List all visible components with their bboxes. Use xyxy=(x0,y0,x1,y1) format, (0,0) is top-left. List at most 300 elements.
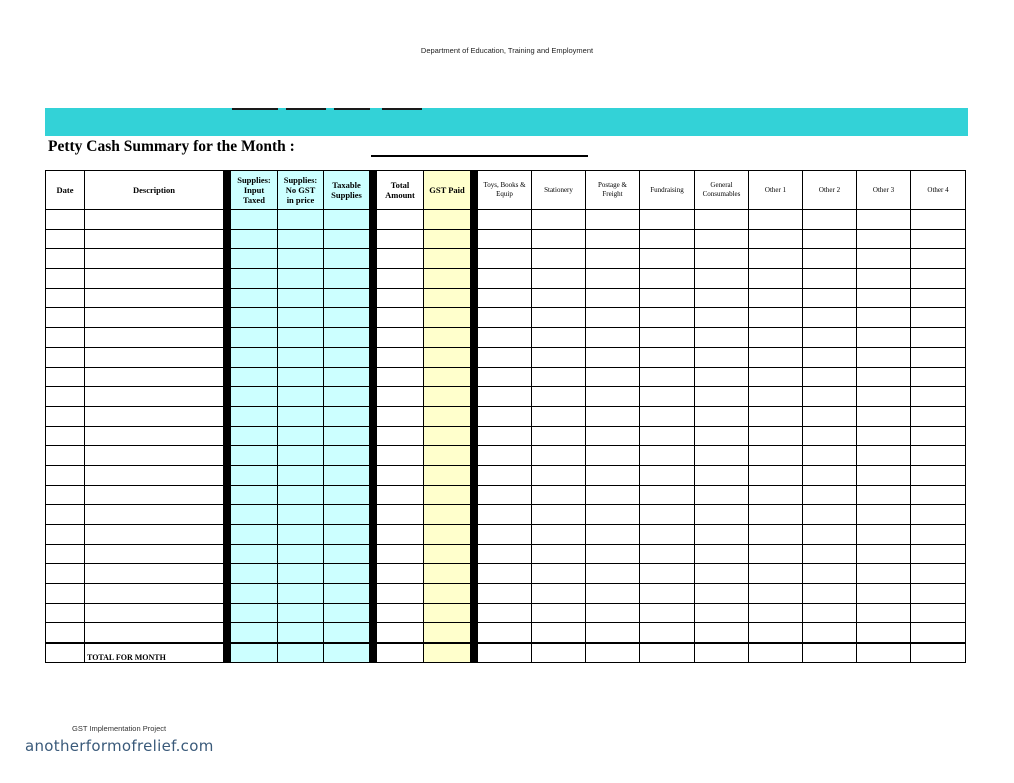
entry-cell[interactable] xyxy=(377,347,424,367)
entry-cell[interactable] xyxy=(695,308,749,328)
entry-cell[interactable] xyxy=(424,465,471,485)
entry-cell[interactable] xyxy=(85,367,224,387)
entry-cell[interactable] xyxy=(478,249,532,269)
entry-cell[interactable] xyxy=(278,564,324,584)
entry-cell[interactable] xyxy=(586,210,640,230)
entry-cell[interactable] xyxy=(231,210,278,230)
entry-cell[interactable] xyxy=(803,229,857,249)
entry-cell[interactable] xyxy=(640,505,695,525)
entry-cell[interactable] xyxy=(857,249,911,269)
entry-cell[interactable] xyxy=(532,544,586,564)
entry-cell[interactable] xyxy=(695,249,749,269)
entry-cell[interactable] xyxy=(640,564,695,584)
entry-cell[interactable] xyxy=(803,308,857,328)
entry-cell[interactable] xyxy=(278,269,324,289)
entry-cell[interactable] xyxy=(478,210,532,230)
entry-cell[interactable] xyxy=(324,485,370,505)
entry-cell[interactable] xyxy=(803,387,857,407)
entry-cell[interactable] xyxy=(749,485,803,505)
entry-cell[interactable] xyxy=(424,485,471,505)
entry-cell[interactable] xyxy=(911,426,966,446)
entry-cell[interactable] xyxy=(478,544,532,564)
entry-cell[interactable] xyxy=(46,426,85,446)
entry-cell[interactable] xyxy=(231,485,278,505)
entry-cell[interactable] xyxy=(377,269,424,289)
entry-cell[interactable] xyxy=(85,564,224,584)
entry-cell[interactable] xyxy=(857,367,911,387)
entry-cell[interactable] xyxy=(424,269,471,289)
entry-cell[interactable] xyxy=(749,387,803,407)
entry-cell[interactable] xyxy=(586,603,640,623)
entry-cell[interactable] xyxy=(324,269,370,289)
entry-cell[interactable] xyxy=(478,269,532,289)
entry-cell[interactable] xyxy=(424,564,471,584)
entry-cell[interactable] xyxy=(46,210,85,230)
entry-cell[interactable] xyxy=(324,328,370,348)
entry-cell[interactable] xyxy=(532,288,586,308)
entry-cell[interactable] xyxy=(857,347,911,367)
entry-cell[interactable] xyxy=(640,446,695,466)
entry-cell[interactable] xyxy=(324,564,370,584)
entry-cell[interactable] xyxy=(424,584,471,604)
entry-cell[interactable] xyxy=(46,564,85,584)
entry-cell[interactable] xyxy=(803,465,857,485)
entry-cell[interactable] xyxy=(857,505,911,525)
entry-cell[interactable] xyxy=(231,308,278,328)
entry-cell[interactable] xyxy=(377,387,424,407)
entry-cell[interactable] xyxy=(586,308,640,328)
entry-cell[interactable] xyxy=(532,525,586,545)
entry-cell[interactable] xyxy=(532,210,586,230)
entry-cell[interactable] xyxy=(231,465,278,485)
entry-cell[interactable] xyxy=(85,465,224,485)
total-cell[interactable] xyxy=(278,643,324,663)
entry-cell[interactable] xyxy=(911,446,966,466)
entry-cell[interactable] xyxy=(377,623,424,643)
entry-cell[interactable] xyxy=(377,367,424,387)
total-cell[interactable] xyxy=(324,643,370,663)
entry-cell[interactable] xyxy=(749,446,803,466)
entry-cell[interactable] xyxy=(857,584,911,604)
entry-cell[interactable] xyxy=(85,584,224,604)
entry-cell[interactable] xyxy=(803,269,857,289)
entry-cell[interactable] xyxy=(424,249,471,269)
entry-cell[interactable] xyxy=(278,308,324,328)
entry-cell[interactable] xyxy=(377,308,424,328)
entry-cell[interactable] xyxy=(911,525,966,545)
entry-cell[interactable] xyxy=(231,525,278,545)
entry-cell[interactable] xyxy=(46,406,85,426)
entry-cell[interactable] xyxy=(478,347,532,367)
entry-cell[interactable] xyxy=(424,367,471,387)
entry-cell[interactable] xyxy=(695,525,749,545)
entry-cell[interactable] xyxy=(749,347,803,367)
entry-cell[interactable] xyxy=(749,328,803,348)
entry-cell[interactable] xyxy=(478,229,532,249)
entry-cell[interactable] xyxy=(424,623,471,643)
entry-cell[interactable] xyxy=(586,544,640,564)
entry-cell[interactable] xyxy=(532,249,586,269)
entry-cell[interactable] xyxy=(231,406,278,426)
entry-cell[interactable] xyxy=(231,426,278,446)
entry-cell[interactable] xyxy=(278,446,324,466)
entry-cell[interactable] xyxy=(640,249,695,269)
entry-cell[interactable] xyxy=(586,288,640,308)
entry-cell[interactable] xyxy=(532,367,586,387)
entry-cell[interactable] xyxy=(278,249,324,269)
entry-cell[interactable] xyxy=(278,584,324,604)
entry-cell[interactable] xyxy=(803,210,857,230)
total-cell[interactable] xyxy=(857,643,911,663)
entry-cell[interactable] xyxy=(640,584,695,604)
entry-cell[interactable] xyxy=(640,308,695,328)
entry-cell[interactable] xyxy=(586,564,640,584)
entry-cell[interactable] xyxy=(911,229,966,249)
entry-cell[interactable] xyxy=(911,603,966,623)
entry-cell[interactable] xyxy=(532,485,586,505)
entry-cell[interactable] xyxy=(278,525,324,545)
total-cell[interactable] xyxy=(424,643,471,663)
entry-cell[interactable] xyxy=(46,347,85,367)
entry-cell[interactable] xyxy=(478,505,532,525)
entry-cell[interactable] xyxy=(911,485,966,505)
entry-cell[interactable] xyxy=(85,288,224,308)
entry-cell[interactable] xyxy=(46,229,85,249)
entry-cell[interactable] xyxy=(586,525,640,545)
entry-cell[interactable] xyxy=(424,347,471,367)
entry-cell[interactable] xyxy=(532,347,586,367)
entry-cell[interactable] xyxy=(803,426,857,446)
entry-cell[interactable] xyxy=(377,288,424,308)
entry-cell[interactable] xyxy=(377,564,424,584)
entry-cell[interactable] xyxy=(803,328,857,348)
entry-cell[interactable] xyxy=(231,328,278,348)
entry-cell[interactable] xyxy=(478,406,532,426)
entry-cell[interactable] xyxy=(586,584,640,604)
entry-cell[interactable] xyxy=(231,249,278,269)
entry-cell[interactable] xyxy=(46,269,85,289)
entry-cell[interactable] xyxy=(695,367,749,387)
entry-cell[interactable] xyxy=(749,525,803,545)
entry-cell[interactable] xyxy=(324,347,370,367)
total-cell[interactable] xyxy=(231,643,278,663)
entry-cell[interactable] xyxy=(85,525,224,545)
entry-cell[interactable] xyxy=(278,367,324,387)
entry-cell[interactable] xyxy=(85,544,224,564)
total-cell[interactable] xyxy=(695,643,749,663)
entry-cell[interactable] xyxy=(749,249,803,269)
entry-cell[interactable] xyxy=(857,446,911,466)
entry-cell[interactable] xyxy=(911,367,966,387)
entry-cell[interactable] xyxy=(695,564,749,584)
entry-cell[interactable] xyxy=(424,446,471,466)
entry-cell[interactable] xyxy=(478,485,532,505)
entry-cell[interactable] xyxy=(695,347,749,367)
entry-cell[interactable] xyxy=(695,485,749,505)
entry-cell[interactable] xyxy=(324,249,370,269)
entry-cell[interactable] xyxy=(278,210,324,230)
total-cell[interactable] xyxy=(532,643,586,663)
entry-cell[interactable] xyxy=(749,269,803,289)
entry-cell[interactable] xyxy=(749,406,803,426)
entry-cell[interactable] xyxy=(857,269,911,289)
entry-cell[interactable] xyxy=(803,406,857,426)
entry-cell[interactable] xyxy=(324,623,370,643)
entry-cell[interactable] xyxy=(278,544,324,564)
entry-cell[interactable] xyxy=(46,249,85,269)
entry-cell[interactable] xyxy=(377,465,424,485)
entry-cell[interactable] xyxy=(803,544,857,564)
entry-cell[interactable] xyxy=(85,269,224,289)
entry-cell[interactable] xyxy=(695,505,749,525)
entry-cell[interactable] xyxy=(324,505,370,525)
entry-cell[interactable] xyxy=(85,210,224,230)
entry-cell[interactable] xyxy=(324,446,370,466)
entry-cell[interactable] xyxy=(911,249,966,269)
entry-cell[interactable] xyxy=(377,544,424,564)
entry-cell[interactable] xyxy=(424,288,471,308)
entry-cell[interactable] xyxy=(46,603,85,623)
entry-cell[interactable] xyxy=(532,229,586,249)
total-cell[interactable] xyxy=(803,643,857,663)
entry-cell[interactable] xyxy=(532,387,586,407)
entry-cell[interactable] xyxy=(695,446,749,466)
entry-cell[interactable] xyxy=(695,406,749,426)
entry-cell[interactable] xyxy=(424,210,471,230)
entry-cell[interactable] xyxy=(857,387,911,407)
entry-cell[interactable] xyxy=(377,426,424,446)
entry-cell[interactable] xyxy=(424,525,471,545)
entry-cell[interactable] xyxy=(46,485,85,505)
entry-cell[interactable] xyxy=(85,328,224,348)
entry-cell[interactable] xyxy=(911,387,966,407)
entry-cell[interactable] xyxy=(749,623,803,643)
total-cell[interactable] xyxy=(478,643,532,663)
entry-cell[interactable] xyxy=(857,544,911,564)
entry-cell[interactable] xyxy=(911,584,966,604)
total-cell[interactable] xyxy=(640,643,695,663)
entry-cell[interactable] xyxy=(85,249,224,269)
entry-cell[interactable] xyxy=(695,465,749,485)
entry-cell[interactable] xyxy=(911,210,966,230)
entry-cell[interactable] xyxy=(85,426,224,446)
entry-cell[interactable] xyxy=(803,288,857,308)
entry-cell[interactable] xyxy=(586,269,640,289)
entry-cell[interactable] xyxy=(749,367,803,387)
entry-cell[interactable] xyxy=(46,308,85,328)
entry-cell[interactable] xyxy=(478,328,532,348)
entry-cell[interactable] xyxy=(640,229,695,249)
entry-cell[interactable] xyxy=(377,328,424,348)
entry-cell[interactable] xyxy=(231,623,278,643)
entry-cell[interactable] xyxy=(586,328,640,348)
entry-cell[interactable] xyxy=(695,623,749,643)
entry-cell[interactable] xyxy=(231,347,278,367)
entry-cell[interactable] xyxy=(857,210,911,230)
entry-cell[interactable] xyxy=(278,603,324,623)
entry-cell[interactable] xyxy=(911,544,966,564)
entry-cell[interactable] xyxy=(85,347,224,367)
entry-cell[interactable] xyxy=(377,584,424,604)
entry-cell[interactable] xyxy=(478,308,532,328)
entry-cell[interactable] xyxy=(324,406,370,426)
entry-cell[interactable] xyxy=(478,367,532,387)
entry-cell[interactable] xyxy=(324,544,370,564)
entry-cell[interactable] xyxy=(478,623,532,643)
entry-cell[interactable] xyxy=(532,603,586,623)
entry-cell[interactable] xyxy=(231,564,278,584)
entry-cell[interactable] xyxy=(231,505,278,525)
total-cell[interactable] xyxy=(377,643,424,663)
entry-cell[interactable] xyxy=(85,387,224,407)
entry-cell[interactable] xyxy=(377,603,424,623)
entry-cell[interactable] xyxy=(46,465,85,485)
entry-cell[interactable] xyxy=(85,485,224,505)
entry-cell[interactable] xyxy=(911,623,966,643)
entry-cell[interactable] xyxy=(640,328,695,348)
entry-cell[interactable] xyxy=(424,308,471,328)
entry-cell[interactable] xyxy=(46,446,85,466)
total-cell[interactable] xyxy=(911,643,966,663)
total-date-cell[interactable] xyxy=(46,643,85,663)
entry-cell[interactable] xyxy=(532,308,586,328)
total-cell[interactable] xyxy=(586,643,640,663)
entry-cell[interactable] xyxy=(278,288,324,308)
entry-cell[interactable] xyxy=(46,544,85,564)
entry-cell[interactable] xyxy=(911,505,966,525)
entry-cell[interactable] xyxy=(278,426,324,446)
entry-cell[interactable] xyxy=(586,426,640,446)
entry-cell[interactable] xyxy=(377,446,424,466)
entry-cell[interactable] xyxy=(532,564,586,584)
total-cell[interactable] xyxy=(749,643,803,663)
entry-cell[interactable] xyxy=(803,505,857,525)
entry-cell[interactable] xyxy=(749,584,803,604)
entry-cell[interactable] xyxy=(46,505,85,525)
entry-cell[interactable] xyxy=(532,328,586,348)
entry-cell[interactable] xyxy=(803,347,857,367)
entry-cell[interactable] xyxy=(586,505,640,525)
entry-cell[interactable] xyxy=(231,367,278,387)
entry-cell[interactable] xyxy=(478,387,532,407)
entry-cell[interactable] xyxy=(377,249,424,269)
entry-cell[interactable] xyxy=(377,505,424,525)
entry-cell[interactable] xyxy=(695,426,749,446)
entry-cell[interactable] xyxy=(478,288,532,308)
entry-cell[interactable] xyxy=(278,505,324,525)
entry-cell[interactable] xyxy=(857,525,911,545)
entry-cell[interactable] xyxy=(231,446,278,466)
entry-cell[interactable] xyxy=(324,288,370,308)
entry-cell[interactable] xyxy=(85,505,224,525)
entry-cell[interactable] xyxy=(803,623,857,643)
entry-cell[interactable] xyxy=(377,485,424,505)
entry-cell[interactable] xyxy=(749,288,803,308)
entry-cell[interactable] xyxy=(424,426,471,446)
entry-cell[interactable] xyxy=(586,249,640,269)
entry-cell[interactable] xyxy=(532,584,586,604)
entry-cell[interactable] xyxy=(695,229,749,249)
entry-cell[interactable] xyxy=(532,623,586,643)
entry-cell[interactable] xyxy=(640,367,695,387)
entry-cell[interactable] xyxy=(424,544,471,564)
entry-cell[interactable] xyxy=(586,347,640,367)
entry-cell[interactable] xyxy=(803,249,857,269)
entry-cell[interactable] xyxy=(324,367,370,387)
entry-cell[interactable] xyxy=(278,465,324,485)
entry-cell[interactable] xyxy=(640,288,695,308)
entry-cell[interactable] xyxy=(695,269,749,289)
entry-cell[interactable] xyxy=(911,328,966,348)
month-entry-line[interactable] xyxy=(371,155,588,157)
entry-cell[interactable] xyxy=(85,229,224,249)
entry-cell[interactable] xyxy=(857,564,911,584)
entry-cell[interactable] xyxy=(85,623,224,643)
entry-cell[interactable] xyxy=(424,328,471,348)
entry-cell[interactable] xyxy=(324,525,370,545)
entry-cell[interactable] xyxy=(586,367,640,387)
entry-cell[interactable] xyxy=(803,525,857,545)
entry-cell[interactable] xyxy=(424,229,471,249)
entry-cell[interactable] xyxy=(640,603,695,623)
entry-cell[interactable] xyxy=(911,347,966,367)
entry-cell[interactable] xyxy=(640,210,695,230)
entry-cell[interactable] xyxy=(231,288,278,308)
entry-cell[interactable] xyxy=(532,505,586,525)
entry-cell[interactable] xyxy=(478,426,532,446)
entry-cell[interactable] xyxy=(857,485,911,505)
entry-cell[interactable] xyxy=(803,564,857,584)
entry-cell[interactable] xyxy=(911,308,966,328)
entry-cell[interactable] xyxy=(324,584,370,604)
entry-cell[interactable] xyxy=(424,505,471,525)
entry-cell[interactable] xyxy=(911,269,966,289)
entry-cell[interactable] xyxy=(478,446,532,466)
entry-cell[interactable] xyxy=(857,603,911,623)
entry-cell[interactable] xyxy=(695,288,749,308)
entry-cell[interactable] xyxy=(278,347,324,367)
entry-cell[interactable] xyxy=(377,525,424,545)
entry-cell[interactable] xyxy=(377,229,424,249)
entry-cell[interactable] xyxy=(586,623,640,643)
entry-cell[interactable] xyxy=(278,387,324,407)
entry-cell[interactable] xyxy=(640,269,695,289)
entry-cell[interactable] xyxy=(478,564,532,584)
entry-cell[interactable] xyxy=(803,446,857,466)
entry-cell[interactable] xyxy=(377,406,424,426)
entry-cell[interactable] xyxy=(85,603,224,623)
entry-cell[interactable] xyxy=(478,584,532,604)
entry-cell[interactable] xyxy=(857,328,911,348)
entry-cell[interactable] xyxy=(377,210,424,230)
entry-cell[interactable] xyxy=(231,387,278,407)
entry-cell[interactable] xyxy=(640,465,695,485)
entry-cell[interactable] xyxy=(640,347,695,367)
entry-cell[interactable] xyxy=(749,426,803,446)
entry-cell[interactable] xyxy=(857,406,911,426)
entry-cell[interactable] xyxy=(749,308,803,328)
entry-cell[interactable] xyxy=(857,465,911,485)
entry-cell[interactable] xyxy=(278,328,324,348)
entry-cell[interactable] xyxy=(695,584,749,604)
entry-cell[interactable] xyxy=(46,387,85,407)
entry-cell[interactable] xyxy=(478,603,532,623)
entry-cell[interactable] xyxy=(324,387,370,407)
entry-cell[interactable] xyxy=(857,288,911,308)
entry-cell[interactable] xyxy=(532,426,586,446)
entry-cell[interactable] xyxy=(640,485,695,505)
entry-cell[interactable] xyxy=(85,446,224,466)
